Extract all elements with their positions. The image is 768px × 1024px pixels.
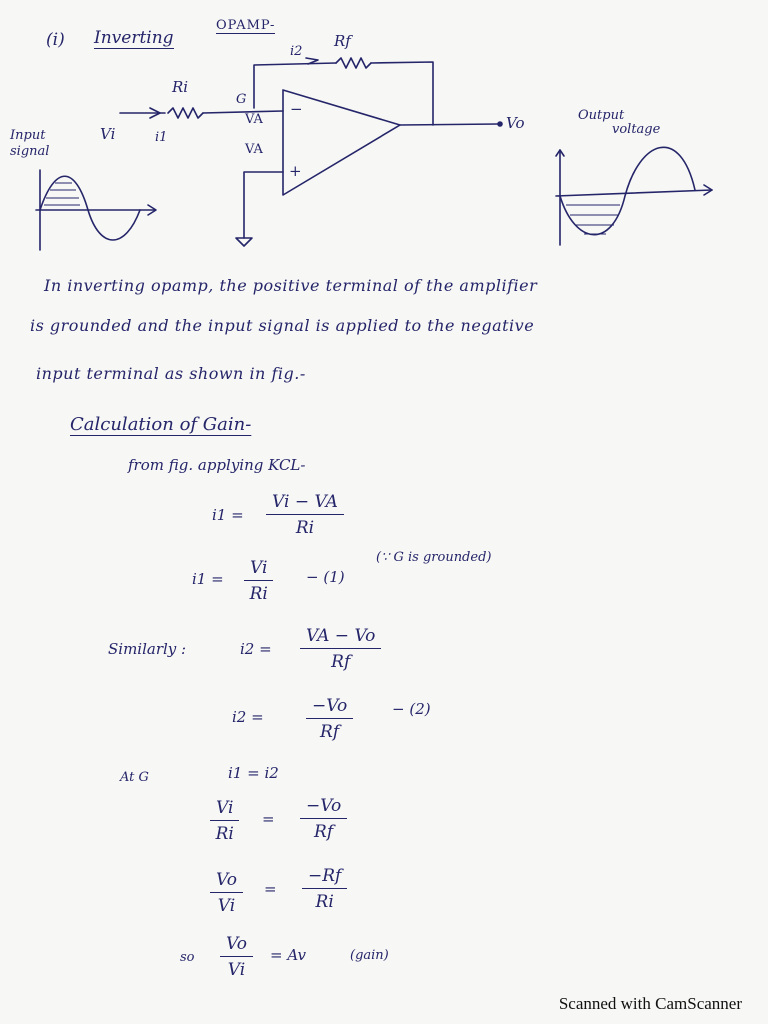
eq6-equals: = bbox=[262, 810, 275, 828]
va-label-top: VA bbox=[245, 112, 263, 127]
paragraph-line-2: is grounded and the input signal is applied to the negative bbox=[30, 316, 535, 335]
eq1-fraction bbox=[266, 492, 344, 538]
ground-symbol bbox=[236, 238, 252, 246]
eq3-lhs: i2 = bbox=[240, 640, 272, 658]
eq3-numerator: VA − Vo bbox=[300, 626, 381, 649]
output-label-line2: voltage bbox=[612, 122, 661, 137]
eq7-left-numerator: Vo bbox=[210, 870, 243, 893]
input-wire-right bbox=[203, 111, 283, 113]
eq2-note: (∵ G is grounded) bbox=[376, 550, 492, 565]
output-label-line1: Output bbox=[578, 108, 625, 123]
eq7-equals: = bbox=[264, 880, 277, 898]
va-label-bottom: VA bbox=[245, 142, 263, 157]
eq6-right-numerator: −Vo bbox=[300, 796, 347, 819]
eq2-lhs: i1 = bbox=[192, 570, 224, 588]
eq8-numerator: Vo bbox=[220, 934, 253, 957]
eq6-right-denominator: Rf bbox=[314, 822, 334, 842]
node-g-label: G bbox=[236, 92, 247, 107]
section-subtitle: OPAMP- bbox=[216, 18, 276, 33]
output-axes bbox=[556, 150, 712, 245]
eq1-denominator: Ri bbox=[295, 518, 315, 538]
eq2-denominator: Ri bbox=[249, 584, 268, 604]
eq3-prefix: Similarly : bbox=[108, 640, 187, 658]
input-signal-label: Input signal bbox=[10, 128, 50, 159]
eq1-lhs: i1 = bbox=[212, 506, 244, 524]
eq8-fraction bbox=[220, 934, 253, 980]
i1-label: i1 bbox=[155, 130, 168, 145]
eq6-left-numerator: Vi bbox=[210, 798, 239, 821]
eq3-fraction bbox=[300, 626, 381, 672]
output-wire bbox=[400, 124, 498, 125]
eq4-lhs: i2 = bbox=[232, 708, 264, 726]
rf-label: Rf bbox=[334, 32, 351, 50]
paragraph-line-3: input terminal as shown in fig.- bbox=[36, 364, 306, 383]
eq7-left-fraction bbox=[210, 870, 243, 916]
ground-wire bbox=[244, 172, 283, 238]
eq4-fraction bbox=[306, 696, 353, 742]
eq5-text: i1 = i2 bbox=[228, 764, 279, 782]
section-number: (i) bbox=[46, 30, 65, 50]
eq4-tag: − (2) bbox=[392, 700, 431, 718]
vi-label: Vi bbox=[100, 125, 116, 143]
eq2-numerator: Vi bbox=[244, 558, 273, 581]
feedback-wire-right bbox=[371, 62, 433, 125]
eq2-fraction bbox=[244, 558, 273, 604]
input-sine bbox=[40, 176, 140, 240]
eq3-denominator: Rf bbox=[331, 652, 351, 672]
calculation-heading: Calculation of Gain- bbox=[70, 414, 252, 435]
section-title: Inverting bbox=[94, 28, 174, 48]
eq6-left-denominator: Ri bbox=[215, 824, 234, 844]
ri-label: Ri bbox=[172, 78, 189, 96]
eq4-numerator: −Vo bbox=[306, 696, 353, 719]
eq5-prefix: At G bbox=[120, 770, 149, 785]
eq8-prefix: so bbox=[180, 950, 195, 965]
eq7-right-fraction bbox=[302, 866, 347, 912]
eq8-note: (gain) bbox=[350, 948, 389, 963]
ri-resistor bbox=[168, 108, 203, 118]
vo-label: Vo bbox=[506, 114, 525, 132]
eq8-denominator: Vi bbox=[227, 960, 246, 980]
i2-label: i2 bbox=[290, 44, 303, 59]
eq1-numerator: Vi − VA bbox=[266, 492, 344, 515]
eq4-denominator: Rf bbox=[320, 722, 340, 742]
rf-resistor bbox=[336, 58, 371, 68]
eq7-right-numerator: −Rf bbox=[302, 866, 347, 889]
camscanner-footer: Scanned with CamScanner bbox=[558, 994, 742, 1013]
paragraph-line-1: In inverting opamp, the positive terminal of the amplifier bbox=[44, 276, 538, 295]
kcl-intro: from fig. applying KCL- bbox=[128, 456, 306, 474]
eq7-left-denominator: Vi bbox=[217, 896, 236, 916]
plus-terminal-label: + bbox=[289, 162, 302, 180]
eq7-right-denominator: Ri bbox=[315, 892, 334, 912]
eq6-left-fraction bbox=[210, 798, 239, 844]
eq6-right-fraction bbox=[300, 796, 347, 842]
eq8-rhs: = Av bbox=[270, 946, 307, 964]
minus-terminal-label: − bbox=[290, 100, 303, 118]
eq2-tag: − (1) bbox=[306, 568, 345, 586]
